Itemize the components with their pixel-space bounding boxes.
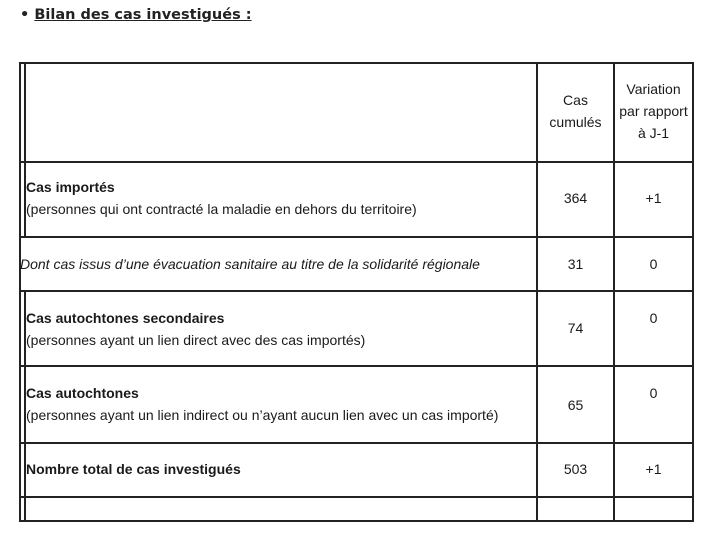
header-cumul bbox=[538, 89, 613, 133]
table-rule bbox=[19, 365, 694, 367]
variation-value: 0 bbox=[649, 385, 658, 401]
cumul-value: 74 bbox=[567, 320, 584, 336]
table-rule bbox=[19, 520, 694, 522]
row-detail: (personnes qui ont contracté la maladie en dehors du territoire) bbox=[26, 201, 417, 217]
variation-value: +1 bbox=[645, 461, 662, 477]
section-title: • Bilan des cas investigués : bbox=[20, 7, 252, 23]
header-variation bbox=[615, 78, 692, 144]
row-detail: (personnes ayant un lien direct avec des cas importés) bbox=[26, 332, 366, 348]
variation-value: 0 bbox=[649, 256, 658, 272]
variation-value: +1 bbox=[645, 190, 662, 206]
cumul-value: 31 bbox=[567, 256, 584, 272]
table-rule bbox=[19, 442, 694, 444]
table-row-label: Dont cas issus d’une évacuation sanitaire au titre de la solidarité régionale bbox=[20, 256, 480, 272]
header-cumul-line: cumulés bbox=[549, 114, 602, 130]
row-label-bold: Cas autochtones secondaires bbox=[26, 310, 225, 326]
header-variation-line: par rapport bbox=[619, 103, 688, 119]
header-variation-line: à J-1 bbox=[637, 125, 670, 141]
table-rule bbox=[19, 496, 694, 498]
table-rule bbox=[19, 62, 694, 64]
row-label-bold: Cas autochtones bbox=[26, 385, 139, 401]
table-row-label bbox=[26, 382, 498, 426]
table-rule bbox=[19, 62, 21, 522]
table-rule bbox=[19, 290, 694, 292]
cumul-value: 65 bbox=[567, 397, 584, 413]
header-variation-line: Variation bbox=[626, 81, 681, 97]
cumul-value: 364 bbox=[563, 190, 588, 206]
header-cumul-line: Cas bbox=[563, 92, 588, 108]
row-label-bold: Cas importés bbox=[26, 179, 115, 195]
table-row-label bbox=[26, 176, 417, 220]
variation-value: 0 bbox=[649, 310, 658, 326]
table-rule bbox=[19, 161, 694, 163]
table-row-label bbox=[26, 307, 365, 351]
table-rule bbox=[19, 236, 694, 238]
table-row-label bbox=[26, 458, 241, 480]
row-label-bold: Nombre total de cas investigués bbox=[26, 461, 241, 477]
row-detail: (personnes ayant un lien indirect ou n’ayant aucun lien avec un cas importé) bbox=[26, 407, 499, 423]
table-rule bbox=[692, 62, 694, 522]
cumul-value: 503 bbox=[563, 461, 588, 477]
